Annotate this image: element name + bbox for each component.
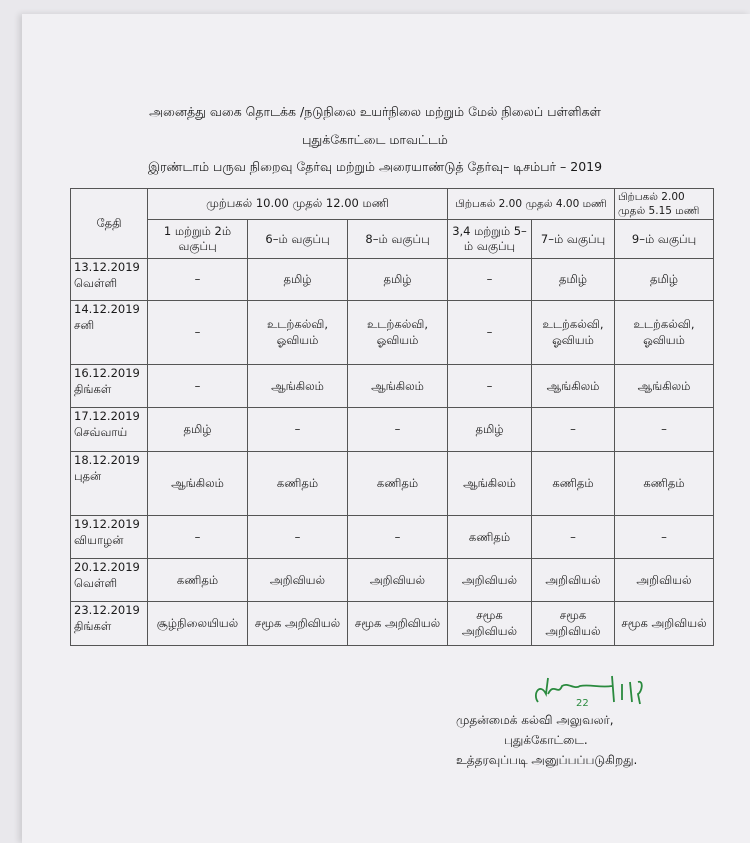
subject-cell: – <box>348 408 448 452</box>
subject-cell: அறிவியல் <box>532 559 615 602</box>
subject-cell: சமூக அறிவியல் <box>448 602 532 646</box>
class-header: 3,4 மற்றும் 5–ம் வகுப்பு <box>448 220 532 259</box>
date-cell <box>71 408 148 452</box>
forwarding-note: உத்தரவுப்படி அனுப்பப்படுகிறது. <box>456 753 638 767</box>
subject-cell: கணிதம் <box>448 516 532 559</box>
day-value: வியாழன் <box>74 532 124 547</box>
session-morning: முற்பகல் 10.00 முதல் 12.00 மணி <box>148 189 448 220</box>
header-line-1: அனைத்து வகை தொடக்க /நடுநிலை உயர்நிலை மற்றும் மேல் நிலைப் பள்ளிகள் <box>149 104 601 119</box>
subject-cell: சமூக அறிவியல் <box>615 602 714 646</box>
subject-cell: – <box>148 259 248 301</box>
subject-cell: உடற்கல்வி, ஓவியம் <box>615 301 714 365</box>
signature-block <box>456 710 637 770</box>
subject-cell: தமிழ் <box>532 259 615 301</box>
date-header: தேதி <box>71 189 148 259</box>
subject-cell: தமிழ் <box>348 259 448 301</box>
class-header: 6–ம் வகுப்பு <box>248 220 348 259</box>
subject-cell: தமிழ் <box>248 259 348 301</box>
subject-cell: சூழ்நிலையியல் <box>148 602 248 646</box>
day-value: வெள்ளி <box>74 575 118 590</box>
svg-text:22: 22 <box>576 698 589 709</box>
class-header: 9–ம் வகுப்பு <box>615 220 714 259</box>
subject-cell: கணிதம் <box>148 559 248 602</box>
date-cell <box>71 259 148 301</box>
header-line-3: இரண்டாம் பருவ நிறைவு தேர்வு மற்றும் அரையாண்டுத் தேர்வு– டிசம்பர் – 2019 <box>147 159 603 174</box>
officer-title: முதன்மைக் கல்வி அலுவலர், <box>456 713 614 727</box>
header-line-2: புதுக்கோட்டை மாவட்டம் <box>302 132 448 147</box>
officer-place: புதுக்கோட்டை. <box>504 733 588 747</box>
date-value: 20.12.2019 <box>74 560 140 575</box>
subject-cell: – <box>532 516 615 559</box>
day-value: திங்கள் <box>74 381 112 396</box>
subject-cell: தமிழ் <box>448 408 532 452</box>
class-header: 7–ம் வகுப்பு <box>532 220 615 259</box>
subject-cell: – <box>615 408 714 452</box>
subject-cell: – <box>148 365 248 408</box>
table-row <box>71 301 714 365</box>
day-value: புதன் <box>74 468 102 483</box>
date-cell <box>71 602 148 646</box>
date-value: 17.12.2019 <box>74 409 140 424</box>
subject-cell: உடற்கல்வி, ஓவியம் <box>348 301 448 365</box>
subject-cell: – <box>148 301 248 365</box>
subject-cell: அறிவியல் <box>615 559 714 602</box>
subject-cell: – <box>448 301 532 365</box>
day-value: வெள்ளி <box>74 275 118 290</box>
subject-cell: ஆங்கிலம் <box>348 365 448 408</box>
subject-cell: தமிழ் <box>148 408 248 452</box>
session-afternoon-long: பிற்பகல் 2.00 முதல் 5.15 மணி <box>615 189 714 220</box>
subject-cell: – <box>615 516 714 559</box>
session-afternoon: பிற்பகல் 2.00 முதல் 4.00 மணி <box>448 189 615 220</box>
class-header: 8–ம் வகுப்பு <box>348 220 448 259</box>
subject-cell: சமூக அறிவியல் <box>248 602 348 646</box>
date-value: 19.12.2019 <box>74 517 140 532</box>
subject-cell: கணிதம் <box>248 452 348 516</box>
date-cell <box>71 365 148 408</box>
table-row <box>71 559 714 602</box>
date-value: 14.12.2019 <box>74 302 140 317</box>
subject-cell: தமிழ் <box>615 259 714 301</box>
table-row <box>71 452 714 516</box>
subject-cell: அறிவியல் <box>348 559 448 602</box>
subject-cell: – <box>148 516 248 559</box>
table-row <box>71 602 714 646</box>
date-value: 16.12.2019 <box>74 366 140 381</box>
date-value: 18.12.2019 <box>74 453 140 468</box>
subject-cell: – <box>448 365 532 408</box>
subject-cell: கணிதம் <box>532 452 615 516</box>
day-value: திங்கள் <box>74 618 112 633</box>
table-row <box>71 365 714 408</box>
date-value: 23.12.2019 <box>74 603 140 618</box>
date-value: 13.12.2019 <box>74 260 140 275</box>
subject-cell: ஆங்கிலம் <box>248 365 348 408</box>
subject-cell: அறிவியல் <box>448 559 532 602</box>
subject-cell: அறிவியல் <box>248 559 348 602</box>
subject-cell: ஆங்கிலம் <box>448 452 532 516</box>
subject-cell: சமூக அறிவியல் <box>348 602 448 646</box>
table-row <box>71 516 714 559</box>
table-row <box>71 408 714 452</box>
handwritten-signature <box>528 672 648 712</box>
subject-cell: – <box>532 408 615 452</box>
date-cell <box>71 559 148 602</box>
subject-cell: – <box>248 408 348 452</box>
day-value: சனி <box>74 317 95 332</box>
subject-cell: உடற்கல்வி, ஓவியம் <box>532 301 615 365</box>
subject-cell: கணிதம் <box>615 452 714 516</box>
subject-cell: சமூக அறிவியல் <box>532 602 615 646</box>
subject-cell: – <box>348 516 448 559</box>
subject-cell: ஆங்கிலம் <box>532 365 615 408</box>
class-header: 1 மற்றும் 2ம் வகுப்பு <box>148 220 248 259</box>
date-cell <box>71 301 148 365</box>
date-cell <box>71 516 148 559</box>
subject-cell: ஆங்கிலம் <box>615 365 714 408</box>
day-value: செவ்வாய் <box>74 424 128 439</box>
date-cell <box>71 452 148 516</box>
subject-cell: – <box>248 516 348 559</box>
table-row <box>71 259 714 301</box>
subject-cell: கணிதம் <box>348 452 448 516</box>
subject-cell: – <box>448 259 532 301</box>
subject-cell: ஆங்கிலம் <box>148 452 248 516</box>
subject-cell: உடற்கல்வி, ஓவியம் <box>248 301 348 365</box>
exam-timetable <box>70 188 714 646</box>
